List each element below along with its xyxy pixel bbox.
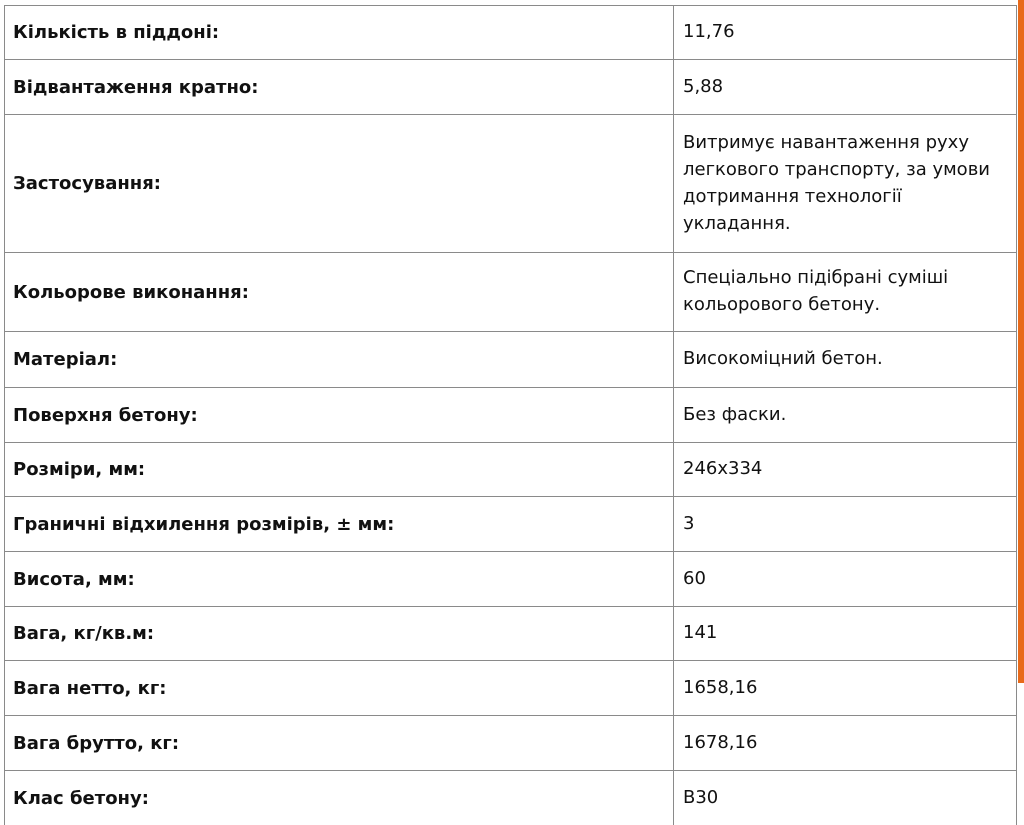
spec-label: Кольорове виконання:	[5, 253, 674, 332]
spec-value: Високоміцний бетон.	[674, 332, 1017, 388]
spec-value: 5,88	[674, 60, 1017, 115]
spec-label: Кількість в піддоні:	[5, 6, 674, 60]
spec-value: B30	[674, 771, 1017, 825]
spec-label: Відвантаження кратно:	[5, 60, 674, 115]
table-row	[5, 332, 1017, 388]
table-row	[5, 6, 1017, 60]
spec-label: Клас бетону:	[5, 771, 674, 825]
spec-label: Матеріал:	[5, 332, 674, 388]
table-row	[5, 607, 1017, 661]
spec-value: 11,76	[674, 6, 1017, 60]
table-row	[5, 497, 1017, 552]
spec-value: 1678,16	[674, 716, 1017, 771]
spec-label: Розміри, мм:	[5, 443, 674, 497]
spec-value: Спеціально підібрані суміші кольорового бетону.	[674, 253, 1017, 332]
spec-label: Вага брутто, кг:	[5, 716, 674, 771]
accent-side-bar	[1018, 0, 1024, 683]
spec-label: Граничні відхилення розмірів, ± мм:	[5, 497, 674, 552]
table-row	[5, 443, 1017, 497]
table-row	[5, 661, 1017, 716]
table-row	[5, 253, 1017, 332]
table-row	[5, 716, 1017, 771]
spec-value: Без фаски.	[674, 388, 1017, 443]
spec-value: 1658,16	[674, 661, 1017, 716]
spec-value: 3	[674, 497, 1017, 552]
table-row	[5, 552, 1017, 607]
spec-value: 141	[674, 607, 1017, 661]
spec-value: 60	[674, 552, 1017, 607]
spec-label: Висота, мм:	[5, 552, 674, 607]
spec-value: Витримує навантаження руху легкового транспорту, за умови дотримання технології укладання.	[674, 115, 1017, 253]
specifications-table	[4, 5, 1017, 825]
table-row	[5, 388, 1017, 443]
spec-label: Застосування:	[5, 115, 674, 253]
spec-label: Вага, кг/кв.м:	[5, 607, 674, 661]
table-row	[5, 115, 1017, 253]
spec-value: 246x334	[674, 443, 1017, 497]
spec-label: Вага нетто, кг:	[5, 661, 674, 716]
table-row	[5, 60, 1017, 115]
table-row	[5, 771, 1017, 825]
spec-label: Поверхня бетону:	[5, 388, 674, 443]
